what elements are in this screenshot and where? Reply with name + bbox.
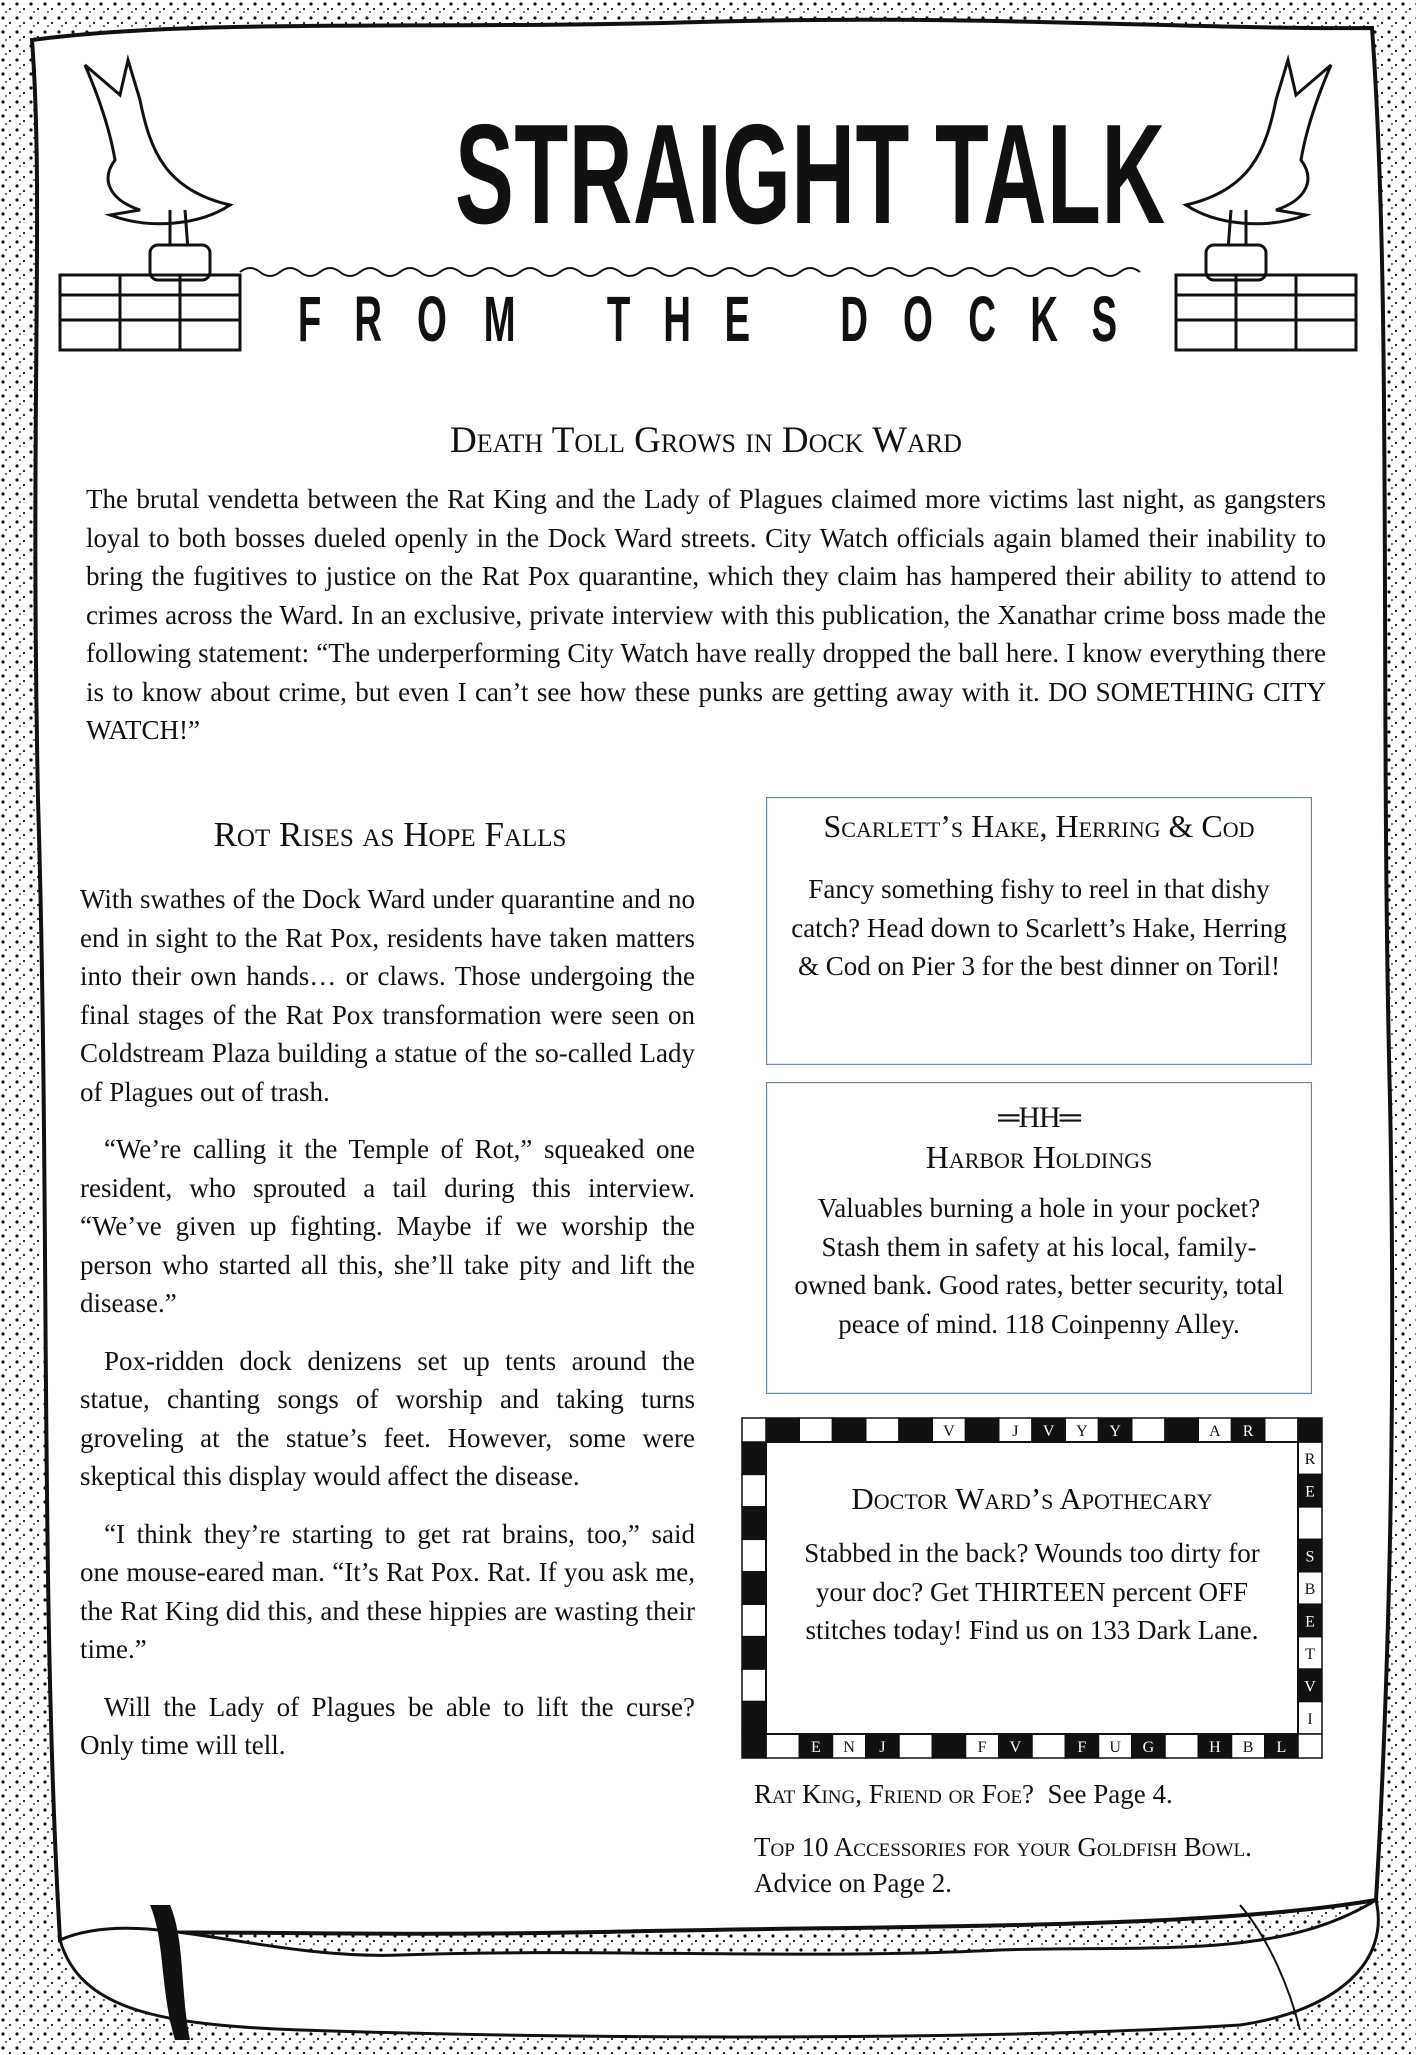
harbor-holdings-ad xyxy=(766,1082,1312,1394)
subtitle-letter: C xyxy=(967,283,996,355)
subtitle-letter: M xyxy=(483,283,516,355)
harbor-holdings-headline: Harbor Holdings xyxy=(925,1139,1153,1175)
teaser-goldfish xyxy=(754,1829,1334,1901)
apothecary-ad-headline: Doctor Ward’s Apothecary xyxy=(851,1481,1213,1516)
subtitle-letter: H xyxy=(662,283,691,355)
checker-letter: U xyxy=(1109,1739,1121,1756)
checker-letter: B xyxy=(1242,1739,1254,1756)
scarlett-ad-body: Fancy something fishy to reel in that dishy catch? Head down to Scarlett’s Hake, Herring & Cod on Pier 3 for the best dinner on Toril! xyxy=(791,874,1287,981)
checker-letter: E xyxy=(810,1739,821,1756)
checker-letter: B xyxy=(1304,1581,1316,1598)
rot-story-paragraph: With swathes of the Dock Ward under quarantine and no end in sight to the Rat Pox, residents have taken matters into their own hands… or claws. Those undergoing the final stages of the Rat Pox transformation were seen on Coldstream Plaza building a statue of the so-called Lady of Plagues out of trash. xyxy=(80,884,695,1107)
checker-letter: G xyxy=(1142,1739,1155,1756)
checker-letter: A xyxy=(1209,1423,1221,1440)
checker-letter: J xyxy=(879,1739,886,1756)
checker-letter: N xyxy=(843,1739,855,1756)
checker-letter: V xyxy=(943,1423,955,1440)
checker-letter: Y xyxy=(1109,1423,1121,1440)
checker-letter: V xyxy=(1304,1678,1316,1696)
checker-letter: S xyxy=(1305,1548,1315,1566)
rot-story-paragraph: “We’re calling it the Temple of Rot,” squeaked one resident, who sprouted a tail during this interview. “We’ve given up fighting. Maybe if we worship the person who started all this, she’ll take pity and lift the disease.” xyxy=(80,1134,695,1318)
subtitle-letter: E xyxy=(724,283,751,355)
checker-letter: H xyxy=(1209,1739,1221,1756)
rot-story-paragraph: Will the Lady of Plagues be able to lift the curse? Only time will tell. xyxy=(80,1691,695,1760)
seagull-right-icon xyxy=(1176,60,1356,350)
checker-letter: R xyxy=(1304,1451,1316,1469)
masthead-subtitle xyxy=(290,284,1126,354)
subtitle-letter: O xyxy=(902,283,933,355)
checker-letter: J xyxy=(1012,1423,1019,1440)
rot-story-body xyxy=(80,880,695,1784)
scarlett-ad xyxy=(766,797,1312,1065)
checker-letter: V xyxy=(1009,1739,1022,1756)
checker-letter: R xyxy=(1242,1423,1254,1440)
teaser-title: Top 10 Accessories for your Goldfish Bowl. xyxy=(754,1832,1252,1862)
rot-story-headline: Rot Rises as Hope Falls xyxy=(213,815,567,854)
teaser-title: Rat King, Friend or Foe? xyxy=(754,1779,1035,1809)
subtitle-letter: S xyxy=(1091,283,1118,355)
masthead-title: STRAIGHT TALK xyxy=(455,95,1166,254)
rot-story-paragraph: Pox-ridden dock denizens set up tents around the statue, chanting songs of worship and taking turns groveling at the statue’s feet. However, some were skeptical this display would affect the disease. xyxy=(80,1345,695,1491)
harbor-holdings-logo-icon: ═HH═ xyxy=(998,1101,1080,1134)
subtitle-letter: R xyxy=(354,283,383,355)
checker-letter: L xyxy=(1276,1739,1287,1756)
apothecary-ad xyxy=(742,1418,1322,1758)
teaser-tail: See Page 4. xyxy=(1047,1779,1173,1809)
apothecary-ad-body: Stabbed in the back? Wounds too dirty for your doc? Get THIRTEEN percent OFF stitches today! Find us on 133 Dark Lane. xyxy=(804,1538,1260,1645)
scarlett-ad-headline: Scarlett’s Hake, Herring & Cod xyxy=(823,808,1255,844)
seagull-left-icon xyxy=(60,60,240,350)
checker-letter: T xyxy=(1305,1645,1315,1663)
main-story-body: The brutal vendetta between the Rat King and the Lady of Plagues claimed more victims last night, as gangsters loyal to both bosses dueled openly in the Dock Ward streets. City Watch officials again blamed their inability to bring the fugitives to justice on the Rat Pox quarantine, which they claim has hampered their ability to attend to crimes across the Ward. In an exclusive, private interview with this publication, the Xanathar crime boss made the following statement: “The underperforming City Watch have really dropped the ball here. I know everything there is to know about crime, but even I can’t see how these punks are getting away with it. DO SOMETHING CITY WATCH!” xyxy=(86,484,1326,745)
main-story-headline: Death Toll Grows in Dock Ward xyxy=(450,420,962,461)
subtitle-letter: D xyxy=(839,283,868,355)
harbor-holdings-body: Valuables burning a hole in your pocket? Stash them in safety at his local, family-owned bank. Good rates, better security, total peace of mind. 118 Coinpenny Alley. xyxy=(794,1193,1284,1339)
checker-letter: E xyxy=(1305,1613,1315,1631)
subtitle-letter: F xyxy=(297,283,322,355)
checker-letter: F xyxy=(977,1739,987,1756)
teaser-rat-king xyxy=(754,1776,1334,1812)
checker-letter: I xyxy=(1307,1710,1313,1728)
subtitle-letter: T xyxy=(606,283,630,355)
teaser-tail: Advice on Page 2. xyxy=(754,1868,952,1898)
checker-letter: V xyxy=(1042,1423,1055,1440)
subtitle-letter: O xyxy=(417,283,448,355)
subtitle-letter: K xyxy=(1030,283,1058,355)
checker-letter: Y xyxy=(1076,1423,1088,1440)
apothecary-ad-content xyxy=(782,1458,1282,1720)
rot-story-paragraph: “I think they’re starting to get rat brains, too,” said one mouse-eared man. “It’s Rat Pox. Rat. If you ask me, the Rat King did this, and these hippies are wasting their time.” xyxy=(80,1518,695,1664)
checker-letter: F xyxy=(1077,1739,1087,1756)
checker-letter: E xyxy=(1305,1483,1315,1501)
